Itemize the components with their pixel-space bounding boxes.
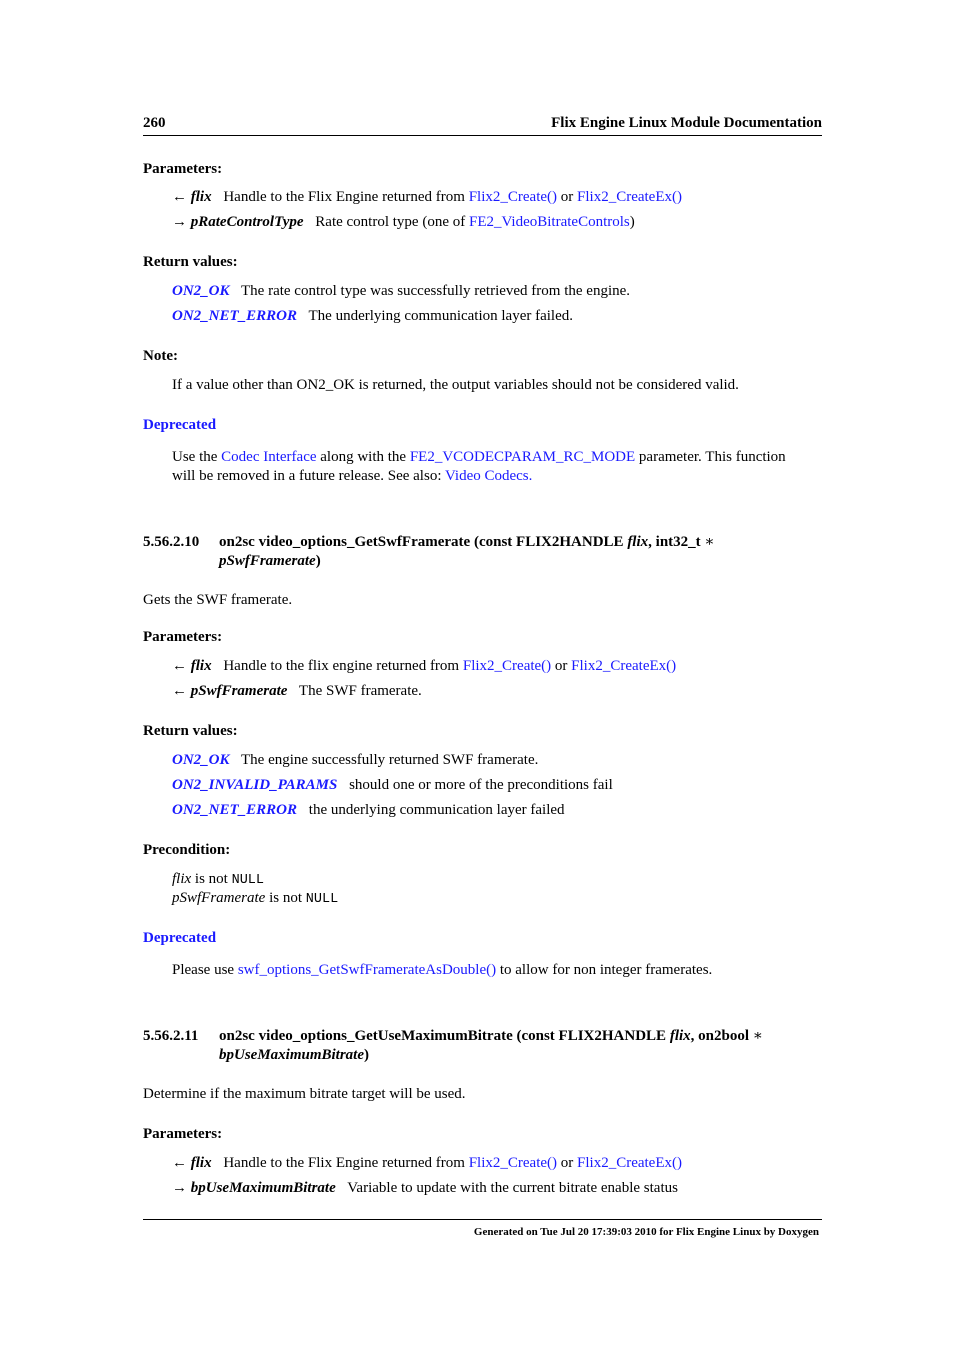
param-name: bpUseMaximumBitrate (190, 1180, 336, 1196)
retval-row (172, 801, 565, 820)
sig-text: , on2bool (690, 1028, 750, 1044)
sig-text: ) (364, 1047, 370, 1063)
section-number: 5.56.2.11 (143, 1028, 199, 1044)
link-flix2-create[interactable]: Flix2_Create() (468, 1155, 558, 1171)
return-values-heading: Return values: (143, 723, 238, 739)
link-flix2-create[interactable]: Flix2_Create() (462, 658, 552, 674)
note-heading: Note: (143, 348, 178, 364)
brief-description: Gets the SWF framerate. (143, 592, 293, 608)
parameters-heading: Parameters: (143, 629, 223, 645)
note-text: If a value other than ON2_OK is returned, the output variables should not be considered valid. (172, 377, 739, 393)
retval-row (172, 776, 613, 795)
retval-desc: The engine successfully returned SWF framerate. (241, 752, 539, 768)
deprecated-link[interactable]: Deprecated (143, 930, 217, 946)
retval-on2-ok[interactable]: ON2_OK (172, 752, 230, 768)
running-title: Flix Engine Linux Module Documentation (551, 115, 822, 131)
param-desc: The SWF framerate. (298, 683, 422, 699)
pointer-icon: ∗ (704, 534, 715, 550)
link-flix2-createex[interactable]: Flix2_CreateEx() (571, 658, 677, 674)
sig-param: pSwfFramerate (219, 553, 316, 569)
retval-desc: the underlying communication layer failed (308, 802, 565, 818)
null-literal: NULL (305, 892, 339, 907)
precondition-line (172, 889, 338, 909)
param-desc: Rate control type (one of (315, 214, 466, 230)
pre-param: pSwfFramerate (172, 890, 266, 906)
text: Please use (172, 962, 235, 978)
text: is not (194, 871, 228, 887)
precondition-heading: Precondition: (143, 842, 231, 858)
text: to allow for non integer framerates. (499, 962, 713, 978)
retval-desc: The underlying communication layer failed. (308, 308, 574, 324)
param-row (172, 657, 676, 676)
param-name: pSwfFramerate (190, 683, 288, 699)
param-row (172, 1179, 678, 1198)
brief-description: Determine if the maximum bitrate target will be used. (143, 1086, 466, 1102)
link-flix2-createex[interactable]: Flix2_CreateEx() (577, 189, 682, 205)
retval-on2-invalid-params[interactable]: ON2_INVALID_PARAMS (172, 777, 338, 793)
pre-param: flix (172, 871, 192, 887)
deprecated-text-line (172, 961, 712, 980)
link-flix2-createex[interactable]: Flix2_CreateEx() (577, 1155, 682, 1171)
null-literal: NULL (231, 873, 265, 888)
pointer-icon: ∗ (752, 1028, 763, 1044)
in-arrow-icon: ← (172, 1155, 187, 1171)
or-text: or (554, 658, 568, 674)
return-values-heading: Return values: (143, 254, 238, 270)
or-text: or (560, 1155, 574, 1171)
out-arrow-icon: → (172, 1180, 187, 1196)
param-name: flix (190, 189, 212, 205)
param-desc: Handle to the Flix Engine returned from (223, 189, 465, 205)
section-number: 5.56.2.10 (143, 534, 200, 550)
deprecated-link[interactable]: Deprecated (143, 417, 217, 433)
close-paren: ) (629, 214, 635, 230)
link-fe2-videobitratecontrols[interactable]: FE2_VideoBitrateControls (468, 214, 630, 230)
sig-param: bpUseMaximumBitrate (219, 1047, 365, 1063)
link-flix2-create[interactable]: Flix2_Create() (468, 189, 558, 205)
header-rule (143, 135, 822, 136)
text: parameter. This function (638, 449, 786, 465)
in-arrow-icon: ← (172, 683, 187, 699)
out-arrow-icon: → (172, 214, 187, 230)
retval-on2-net-error[interactable]: ON2_NET_ERROR (172, 308, 298, 324)
link-swf-framerate-as-double[interactable]: swf_options_GetSwfFramerateAsDouble() (237, 962, 497, 978)
text: along with the (320, 449, 407, 465)
param-row (172, 213, 635, 232)
retval-on2-net-error[interactable]: ON2_NET_ERROR (172, 802, 298, 818)
in-arrow-icon: ← (172, 189, 187, 205)
param-name: flix (190, 1155, 212, 1171)
param-row (172, 682, 422, 701)
param-desc: Handle to the Flix Engine returned from (223, 1155, 465, 1171)
retval-on2-ok[interactable]: ON2_OK (172, 283, 230, 299)
link-fe2-vcodecparam-rc-mode[interactable]: FE2_VCODECPARAM_RC_MODE (409, 449, 636, 465)
sig-text: ) (315, 553, 321, 569)
function-signature (219, 1027, 763, 1046)
footer-rule (143, 1219, 822, 1220)
param-row (172, 188, 682, 207)
sig-param: flix (669, 1028, 691, 1044)
link-video-codecs[interactable]: Video Codecs. (444, 468, 533, 484)
or-text: or (560, 189, 574, 205)
sig-text: , int32_t (648, 534, 701, 550)
function-signature-cont (219, 552, 321, 571)
deprecated-text-line (172, 448, 786, 467)
in-arrow-icon: ← (172, 658, 187, 674)
link-codec-interface[interactable]: Codec Interface (221, 449, 317, 465)
footer-text: Generated on Tue Jul 20 17:39:03 2010 for Flix Engine Linux by Doxygen (473, 1226, 819, 1238)
sig-param: flix (627, 534, 649, 550)
text: is not (269, 890, 303, 906)
retval-row (172, 282, 630, 301)
deprecated-text-line (172, 467, 532, 486)
retval-row (172, 751, 538, 770)
text: will be removed in a future release. See also: (172, 468, 442, 484)
sig-text: on2sc video_options_GetUseMaximumBitrate (const FLIX2HANDLE (219, 1028, 667, 1044)
text: Use the (172, 449, 218, 465)
retval-row (172, 307, 573, 326)
function-signature-cont (219, 1046, 369, 1065)
parameters-heading: Parameters: (143, 161, 223, 177)
param-name: pRateControlType (190, 214, 304, 230)
function-signature (219, 533, 715, 552)
param-desc: Handle to the flix engine returned from (223, 658, 460, 674)
param-name: flix (190, 658, 212, 674)
retval-desc: should one or more of the preconditions fail (349, 777, 613, 793)
param-desc: Variable to update with the current bitrate enable status (347, 1180, 678, 1196)
retval-desc: The rate control type was successfully retrieved from the engine. (241, 283, 631, 299)
precondition-line (172, 870, 264, 890)
sig-text: on2sc video_options_GetSwfFramerate (const FLIX2HANDLE (219, 534, 624, 550)
param-row (172, 1154, 682, 1173)
parameters-heading: Parameters: (143, 1126, 223, 1142)
page-number: 260 (143, 115, 166, 131)
